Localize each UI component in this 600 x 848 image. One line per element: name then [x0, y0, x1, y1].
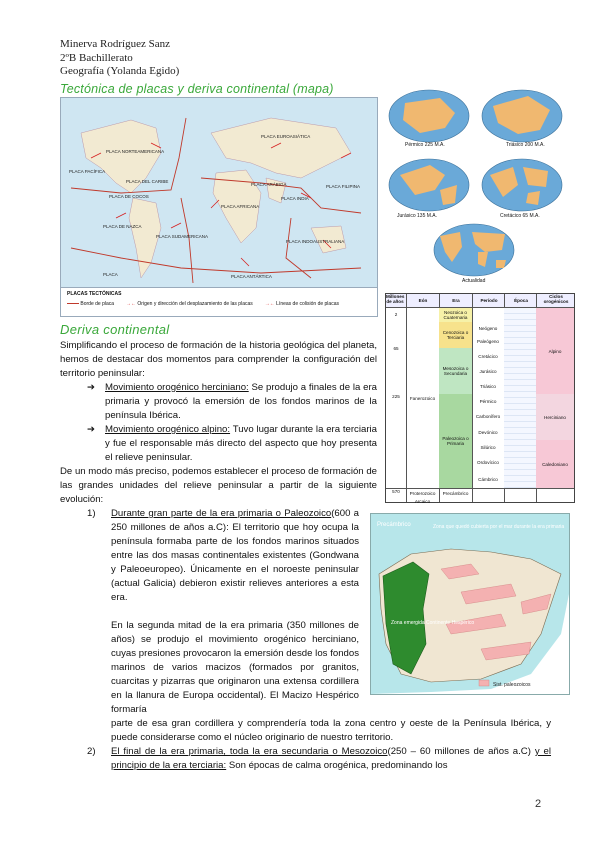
- period-cell: Devónico: [478, 429, 498, 435]
- author-name: Minerva Rodríguez Sanz: [60, 38, 170, 50]
- tectonic-plates-map: [60, 97, 378, 315]
- globe-label: Triásico 200 M.A.: [506, 142, 545, 148]
- period-cell: Cámbrico: [478, 476, 498, 482]
- period-cell: Neógeno: [478, 326, 498, 331]
- plate-label: PLACA SUDAMERICANA: [156, 234, 209, 239]
- item-title: y el principio de la era terciaria:: [111, 746, 552, 771]
- plate-label: PLACA NORTEAMERICANA: [106, 149, 165, 154]
- table-bottom-rows: [386, 488, 574, 504]
- globe-graphic: [430, 222, 518, 284]
- period-cell: Carbonífero: [475, 413, 501, 419]
- globe-present: [430, 222, 518, 288]
- age-value: 65: [393, 346, 399, 351]
- course-name: 2ºB Bachillerato: [60, 51, 133, 64]
- bullet-title: Movimiento orogénico alpino:: [105, 424, 231, 435]
- plate-label: PLACA FILIPINA: [326, 184, 361, 189]
- iberia-paleozoic-map: [370, 513, 570, 695]
- plate-label: PLACA EUROASIÁTICA: [261, 134, 311, 139]
- period-cell: Paleógeno: [477, 339, 499, 344]
- age-value: 570: [392, 489, 400, 494]
- list-item-1-para2: En la segunda mitad de la era primaria (350 millones de años) se produjo el movimiento orogénico herciniano, cuyas presiones provocaron la emersión desde los fondos marinos de varios macizos (formados por granitos, cuarcitas y pizarras que originaron una extensa cordillera en la llanura de Europa occidental). El Macizo Hespérico formaría: [111, 620, 359, 715]
- page-number: 2: [535, 798, 542, 810]
- item-title: Durante gran parte de la era primaria o Paleozoico: [111, 508, 332, 519]
- column-header: Eón: [418, 298, 428, 303]
- plate-label: PLACA ARÁBIGA: [251, 182, 287, 187]
- globe-label: Jurásico 135 M.A.: [397, 213, 438, 219]
- legend-item: →← Líneas de colisión de placas: [264, 301, 339, 307]
- cycle-cell: Herciniano: [536, 394, 574, 440]
- period-cell: Ordovícico: [477, 459, 499, 465]
- plate-label: PLACA INDOAUSTRALIANA: [286, 239, 345, 244]
- globe-cretaceous: [478, 155, 566, 220]
- list-number: 1): [87, 508, 96, 519]
- map-legend: Sist. paleozoicos: [493, 682, 531, 688]
- column-header: Época: [514, 298, 528, 303]
- list-item-1: [87, 507, 359, 605]
- table-header: [386, 294, 574, 308]
- cycle-cell: Alpino: [536, 308, 574, 394]
- plate-label: PLACA AFRICANA: [221, 204, 260, 209]
- arrow-bullet-icon: ➔: [87, 382, 96, 393]
- globe-triassic: [478, 88, 566, 150]
- item-title: El final de la era primaria, toda la era secundaria o Mesozoico: [111, 746, 388, 757]
- age-value: 2: [394, 312, 398, 317]
- legend-title: PLACAS TECTÓNICAS: [67, 291, 122, 297]
- iberia-map-graphic: [371, 514, 570, 695]
- globe-graphic: [385, 88, 473, 150]
- document-header: [60, 38, 179, 79]
- item-text: (250 – 60 millones de años a.C): [387, 746, 535, 757]
- globe-graphic: [478, 88, 566, 150]
- item-text: (600 a 250 millones de años a.C): El territorio que hoy ocupa la península formaba parte de los fondos marinos situados entre las dos masas continentales existentes (Gondwana y Paleoeuropeo). Únicamente en el noroeste peninsular (actual Galicia) debieron existir relieves anteriores a esta era.: [111, 508, 359, 603]
- cycle-cell: Caledoniano: [536, 440, 574, 488]
- globe-permian: [385, 88, 473, 150]
- period-cell: Cretácico: [478, 353, 498, 359]
- map-label-sea-zone: Zona que quedó cubierta por el mar durante la era primaria: [433, 524, 565, 530]
- era-cell: Paleozoica o Primaria: [439, 394, 472, 488]
- list-item-2: [87, 745, 551, 773]
- plate-label: PLACA INDIA: [281, 196, 309, 201]
- plate-label: PLACA ANTÁRTICA: [231, 274, 272, 279]
- arrow-bullet-icon: ➔: [87, 424, 96, 435]
- globe-graphic: [385, 155, 473, 217]
- section-title-drift: Deriva continental: [60, 322, 170, 337]
- bullet-alpino: [87, 423, 377, 465]
- plate-label: PLACA DE COCOS: [109, 194, 149, 199]
- epoch-column: [504, 308, 536, 488]
- period-cell: Silúrico: [480, 444, 496, 450]
- subject-name: Geografía (Yolanda Egido): [60, 65, 180, 77]
- bottom-row: Precámbrico: [442, 490, 469, 496]
- list-number: 2): [87, 746, 96, 757]
- globe-jurassic: [385, 155, 473, 220]
- geological-time-table: [385, 293, 575, 503]
- bottom-row: Arcaico: [414, 498, 431, 504]
- globe-label: Pérmico 225 M.A.: [405, 142, 445, 148]
- globe-label: Cretácico 65 M.A.: [500, 213, 540, 219]
- section-title-tectonics: Tectónica de placas y deriva continental (mapa): [60, 82, 334, 96]
- bullet-text: Se produjo a finales de la era primaria y provocó la emersión de los fondos marinos de la península Ibérica.: [105, 382, 378, 421]
- map-label-precambrian: Precámbrico: [377, 522, 411, 528]
- globe-graphic: [478, 155, 566, 217]
- bullet-herciniano: [87, 381, 377, 423]
- period-cell: Jurásico: [479, 369, 497, 374]
- eon-cell: Fanerozoico: [409, 395, 436, 401]
- plate-label: PLACA PACÍFICA: [69, 169, 106, 174]
- bottom-row: Proterozoico: [409, 490, 436, 496]
- bullet-text: Tuvo lugar durante la era terciaria y fue el responsable más directo del aspecto que hoy presenta el relieve peninsular.: [105, 424, 377, 463]
- plate-label: PLACA DEL CARIBE: [126, 179, 169, 184]
- column-header: Período: [480, 298, 498, 303]
- column-header: Millones de años: [386, 294, 405, 304]
- legend-item: Borde de placa: [67, 301, 114, 307]
- period-cell: Pérmico: [479, 398, 497, 404]
- globe-label: Actualidad: [462, 278, 486, 284]
- plate-label: PLACA DE NAZCA: [103, 224, 142, 229]
- bullet-title: Movimiento orogénico herciniano:: [105, 382, 249, 393]
- tectonic-map-legend: [60, 287, 378, 317]
- map-label-massif: Zona emergida Continente Hespérico: [391, 620, 475, 626]
- era-cell: Cenozoica o Terciaria: [439, 322, 472, 348]
- list-item-1-para2-cont: parte de esa gran cordillera y comprendería toda la zona centro y oeste de la Península Ibérica, y puede considerarse como el núcleo originario de nuestro territorio.: [111, 718, 551, 743]
- column-header: Ciclos orogénicos: [543, 294, 569, 304]
- period-cell: Triásico: [480, 384, 496, 389]
- plate-label: PLACA: [103, 272, 118, 277]
- column-header: Era: [452, 298, 460, 303]
- legend-item: →← Origen y dirección del desplazamiento de las placas: [126, 301, 253, 307]
- era-cell: Neozoica o Cuaternaria: [439, 308, 472, 322]
- tectonic-map-graphic: [61, 98, 378, 315]
- era-cell: Mesozoica o Secundaria: [439, 348, 472, 394]
- evolution-paragraph: De un modo más preciso, podemos establecer el proceso de formación de las grandes unidades del relieve peninsular a partir de la siguiente evolución:: [60, 466, 377, 505]
- age-value: 225: [392, 394, 400, 399]
- item-text: Son épocas de calma orogénica, predominando los: [226, 760, 448, 771]
- intro-paragraph: Simplificando el proceso de formación de la historia geológica del planeta, hemos de destacar dos momentos para comprender la configuración del territorio peninsular:: [60, 340, 377, 379]
